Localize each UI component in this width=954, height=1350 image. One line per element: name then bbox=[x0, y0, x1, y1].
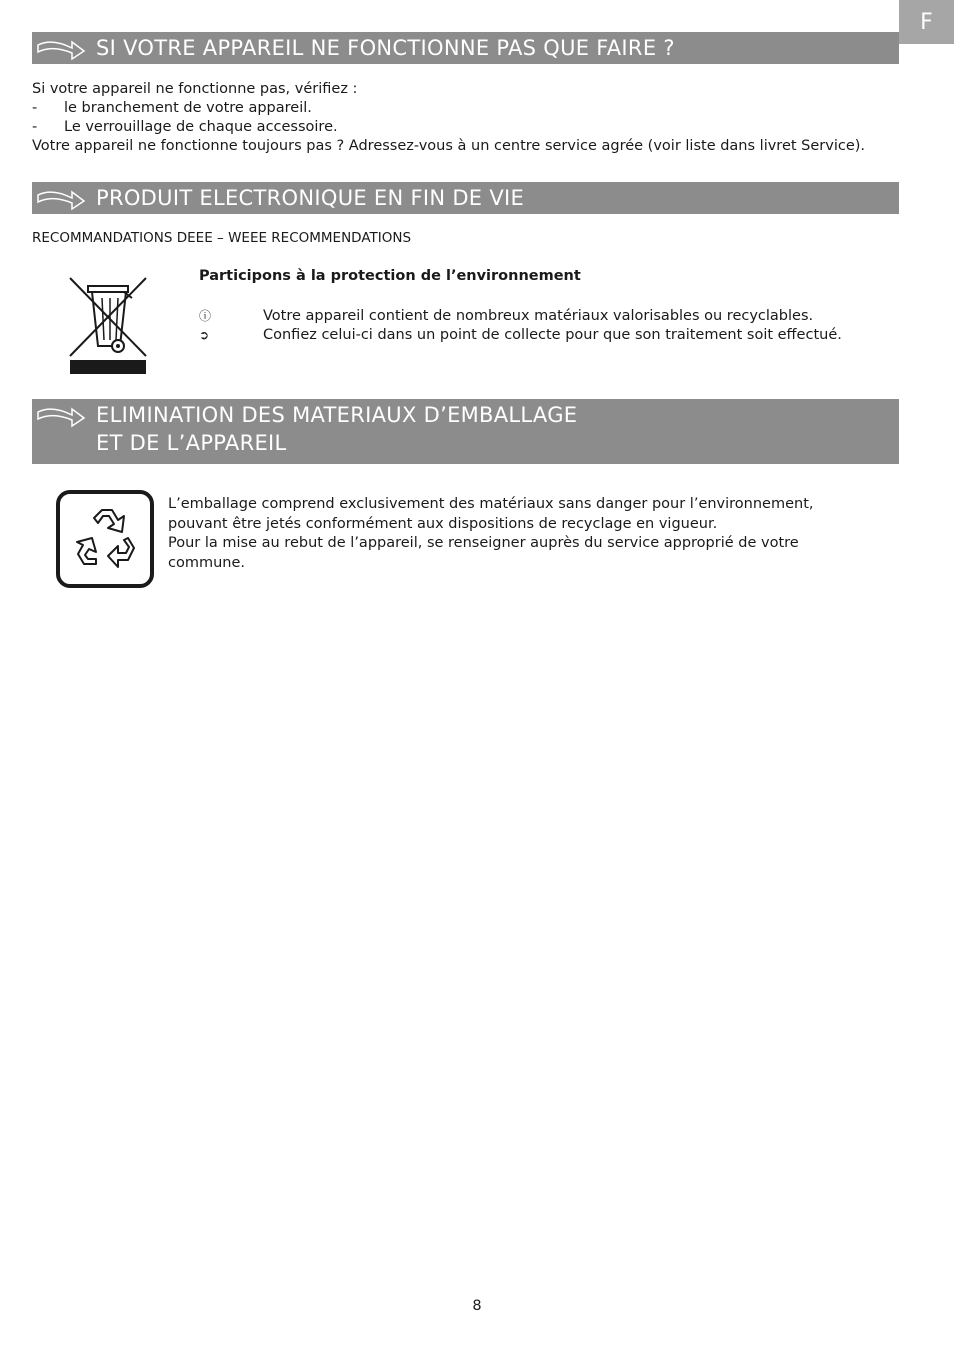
dash-bullet: - bbox=[32, 100, 38, 116]
dash-bullet: - bbox=[32, 119, 38, 135]
weee-item bbox=[199, 326, 842, 345]
arrow-icon bbox=[36, 38, 86, 62]
list-item-text: Le verrouillage de chaque accessoire. bbox=[64, 119, 338, 135]
section-title: SI VOTRE APPAREIL NE FONCTIONNE PAS QUE FAIRE ? bbox=[96, 36, 675, 60]
weee-item bbox=[199, 307, 813, 326]
list-item bbox=[32, 118, 912, 137]
language-tab: F bbox=[899, 0, 954, 44]
section-header-troubleshooting bbox=[32, 32, 899, 64]
disposal-line: Pour la mise au rebut de l’appareil, se renseigner auprès du service approprié de votre bbox=[168, 535, 799, 551]
section-header-packaging-disposal bbox=[32, 399, 899, 464]
weee-item-text: Votre appareil contient de nombreux matériaux valorisables ou recyclables. bbox=[263, 308, 814, 324]
section-header-end-of-life bbox=[32, 182, 899, 214]
page-number: 8 bbox=[472, 1298, 482, 1314]
disposal-text bbox=[168, 495, 888, 573]
disposal-line: commune. bbox=[168, 554, 246, 571]
arrow-icon bbox=[36, 405, 86, 429]
intro-line: Si votre appareil ne fonctionne pas, vérifiez : bbox=[32, 81, 358, 97]
weee-heading: Participons à la protection de l’environnement bbox=[199, 268, 581, 284]
section-title: PRODUIT ELECTRONIQUE EN FIN DE VIE bbox=[96, 186, 525, 210]
arrow-bullet-icon: ➲ bbox=[199, 328, 210, 342]
disposal-line: pouvant être jetés conformément aux dispositions de recyclage en vigueur. bbox=[168, 515, 718, 532]
section-title-line1: ELIMINATION DES MATERIAUX D’EMBALLAGE bbox=[96, 403, 578, 427]
recycle-icon bbox=[56, 490, 154, 588]
arrow-icon bbox=[36, 188, 86, 212]
weee-subtitle: RECOMMANDATIONS DEEE – WEEE RECOMMENDATIONS bbox=[32, 230, 412, 246]
troubleshooting-text bbox=[32, 80, 912, 156]
list-item-text: le branchement de votre appareil. bbox=[64, 100, 312, 116]
crossed-out-wheelie-bin-icon bbox=[68, 274, 148, 376]
section-title-line2: ET DE L’APPAREIL bbox=[96, 431, 287, 455]
list-item bbox=[32, 99, 912, 118]
disposal-line: L’emballage comprend exclusivement des matériaux sans danger pour l’environnement, bbox=[168, 496, 814, 512]
weee-item-text: Confiez celui-ci dans un point de collecte pour que son traitement soit effectué. bbox=[263, 327, 842, 343]
outro-line: Votre appareil ne fonctionne toujours pas ? Adressez-vous à un centre service agrée (voir liste dans livret Service). bbox=[32, 138, 866, 154]
info-icon: ⓘ bbox=[199, 309, 212, 323]
